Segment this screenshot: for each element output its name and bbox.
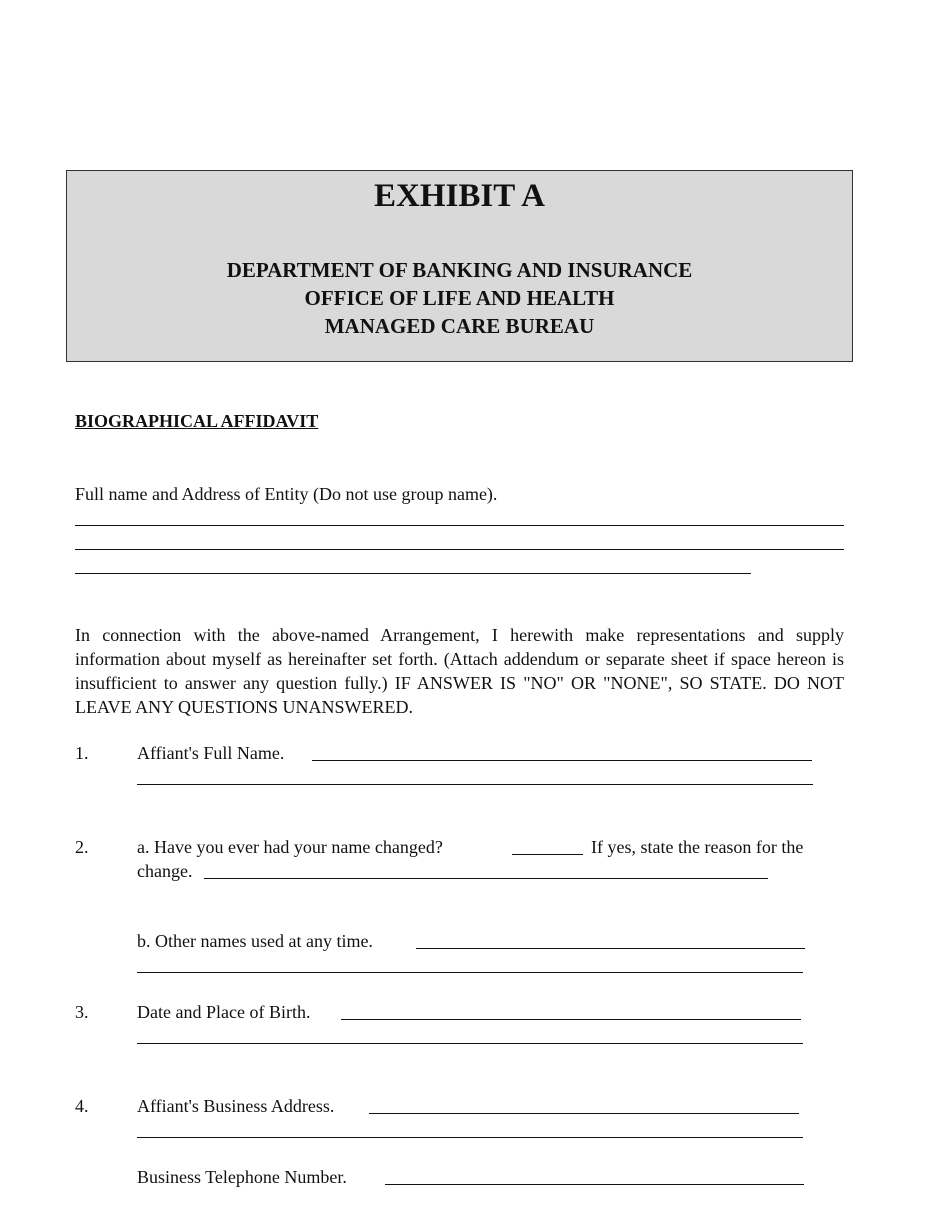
question-1-number: 1. bbox=[75, 743, 89, 763]
business-phone-label: Business Telephone Number. bbox=[137, 1167, 347, 1187]
question-4-number: 4. bbox=[75, 1096, 89, 1116]
office-name: OFFICE OF LIFE AND HEALTH bbox=[304, 286, 615, 310]
question-2a-followup: If yes, state the reason for the bbox=[591, 837, 804, 857]
entity-label: Full name and Address of Entity (Do not use group name). bbox=[75, 484, 498, 504]
name-change-reason-line[interactable] bbox=[204, 878, 768, 879]
instructions-paragraph: In connection with the above-named Arrangement, I herewith make representations and supply information about myself as hereinafter set forth. (Attach addendum or separate sheet if space hereon is insufficient to answer any question fully.) IF ANSWER IS "NO" OR "NONE", SO STATE. DO NOT LEAVE ANY QUESTIONS UNANSWERED. bbox=[75, 625, 844, 717]
name-changed-answer-line[interactable] bbox=[512, 854, 583, 855]
exhibit-title: EXHIBIT A bbox=[374, 178, 545, 214]
full-name-field-line-1[interactable] bbox=[312, 760, 812, 761]
question-3-number: 3. bbox=[75, 1002, 89, 1022]
agency-block bbox=[67, 256, 852, 340]
birth-date-place-field-line-1[interactable] bbox=[341, 1019, 801, 1020]
business-address-field-line-2[interactable] bbox=[137, 1137, 803, 1138]
question-2b-label: b. Other names used at any time. bbox=[137, 931, 373, 951]
question-2-number: 2. bbox=[75, 837, 89, 857]
question-2a-change-label: change. bbox=[137, 861, 193, 881]
other-names-field-line-2[interactable] bbox=[137, 972, 803, 973]
entity-field-line-2[interactable] bbox=[75, 549, 844, 550]
entity-field-line-3[interactable] bbox=[75, 573, 751, 574]
business-address-field-line-1[interactable] bbox=[369, 1113, 799, 1114]
exhibit-header-box bbox=[66, 170, 853, 362]
question-1-label: Affiant's Full Name. bbox=[137, 743, 285, 763]
affidavit-heading: BIOGRAPHICAL AFFIDAVIT bbox=[75, 411, 319, 431]
question-3-label: Date and Place of Birth. bbox=[137, 1002, 311, 1022]
business-phone-field-line[interactable] bbox=[385, 1184, 804, 1185]
full-name-field-line-2[interactable] bbox=[137, 784, 813, 785]
department-name: DEPARTMENT OF BANKING AND INSURANCE bbox=[226, 258, 693, 282]
other-names-field-line-1[interactable] bbox=[416, 948, 805, 949]
entity-field-line-1[interactable] bbox=[75, 525, 844, 526]
question-2a-label: a. Have you ever had your name changed? bbox=[137, 837, 443, 857]
question-4-label: Affiant's Business Address. bbox=[137, 1096, 335, 1116]
bureau-name: MANAGED CARE BUREAU bbox=[324, 314, 595, 338]
birth-date-place-field-line-2[interactable] bbox=[137, 1043, 803, 1044]
